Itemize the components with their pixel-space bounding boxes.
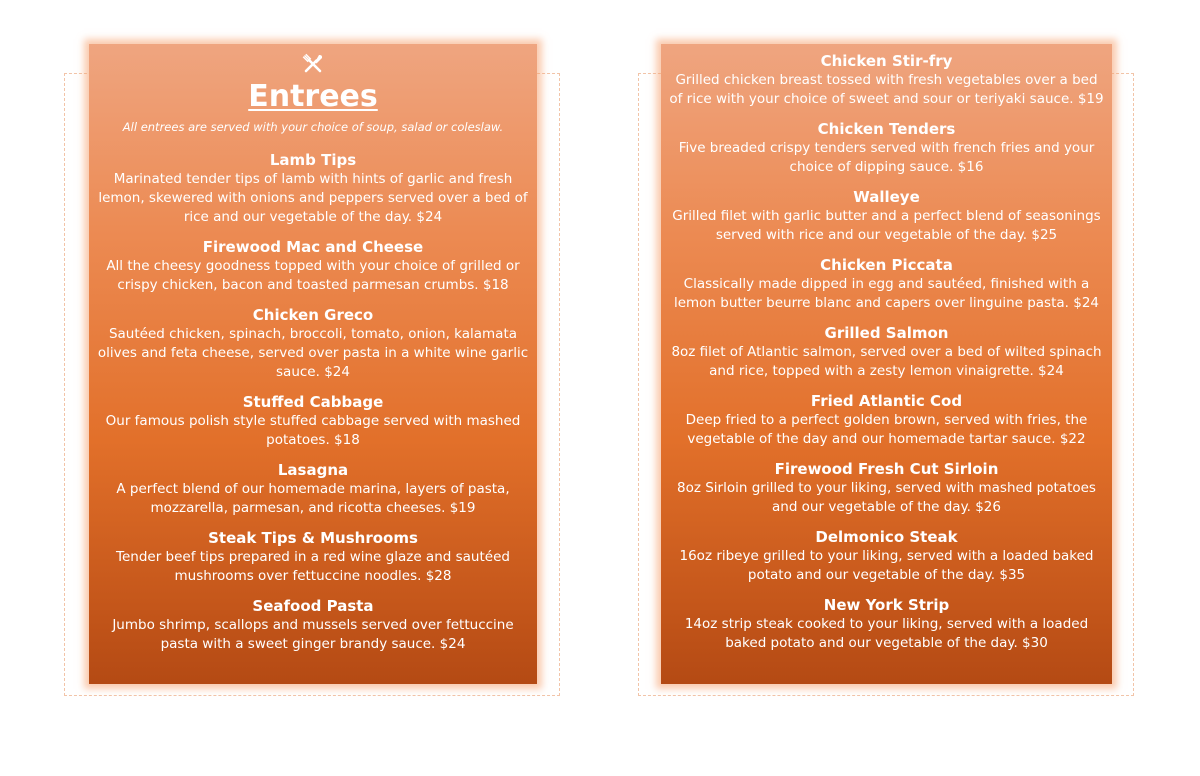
menu-item — [667, 255, 1106, 313]
menu-item-name: Lasagna — [277, 461, 349, 479]
fork-knife-icon — [89, 52, 537, 78]
menu-item-description: Deep fried to a perfect golden brown, served with fries, the vegetable of the day and our homemade tartar sauce. $22 — [685, 412, 1088, 447]
menu-item-description: Marinated tender tips of lamb with hints of garlic and fresh lemon, skewered with onions and peppers served over a bed of rice and our vegetable of the day. $24 — [98, 171, 528, 225]
menu-item-description: 16oz ribeye grilled to your liking, served with a loaded baked potato and our vegetable of the day. $35 — [679, 548, 1094, 583]
menu-item-name: Chicken Tenders — [817, 120, 956, 138]
menu-item-name: Walleye — [853, 188, 920, 206]
menu-item-description: 14oz strip steak cooked to your liking, served with a loaded baked potato and our vegetable of the day. $30 — [684, 616, 1089, 651]
left-item-list — [95, 150, 531, 664]
menu-panel-right — [661, 44, 1112, 684]
right-item-list — [667, 51, 1106, 663]
menu-item — [667, 527, 1106, 585]
menu-item — [667, 459, 1106, 517]
menu-item-name: New York Strip — [823, 596, 950, 614]
menu-item — [667, 391, 1106, 449]
menu-item — [95, 528, 531, 586]
menu-subtitle: All entrees are served with your choice of soup, salad or coleslaw. — [122, 120, 504, 134]
menu-item — [95, 150, 531, 227]
menu-item — [95, 460, 531, 518]
menu-item — [667, 119, 1106, 177]
menu-item-name: Grilled Salmon — [824, 324, 949, 342]
menu-item-name: Chicken Greco — [252, 306, 374, 324]
menu-item-description: Five breaded crispy tenders served with french fries and your choice of dipping sauce. $16 — [678, 140, 1095, 175]
menu-item-description: Grilled chicken breast tossed with fresh vegetables over a bed of rice with your choice of sweet and sour or teriyaki sauce. $19 — [669, 72, 1104, 107]
menu-item — [95, 596, 531, 654]
menu-item-name: Chicken Piccata — [820, 256, 953, 274]
menu-panel-left — [89, 44, 537, 684]
menu-item-description: Our famous polish style stuffed cabbage served with mashed potatoes. $18 — [105, 413, 521, 448]
menu-item — [667, 323, 1106, 381]
menu-item-name: Delmonico Steak — [815, 528, 958, 546]
menu-item-description: All the cheesy goodness topped with your choice of grilled or crispy chicken, bacon and toasted parmesan crumbs. $18 — [106, 258, 520, 293]
menu-item-description: 8oz Sirloin grilled to your liking, served with mashed potatoes and our vegetable of the day. $26 — [677, 480, 1096, 515]
menu-item-description: Sautéed chicken, spinach, broccoli, tomato, onion, kalamata olives and feta cheese, served over pasta in a white wine garlic sauce. $24 — [97, 326, 529, 380]
menu-item — [667, 187, 1106, 245]
menu-item — [667, 51, 1106, 109]
menu-item — [667, 595, 1106, 653]
menu-item-description: Jumbo shrimp, scallops and mussels served over fettuccine pasta with a sweet ginger brandy sauce. $24 — [112, 617, 514, 652]
menu-item-description: Tender beef tips prepared in a red wine glaze and sautéed mushrooms over fettuccine noodles. $28 — [116, 549, 510, 584]
menu-item-name: Fried Atlantic Cod — [810, 392, 963, 410]
menu-item — [95, 305, 531, 382]
menu-item-description: Grilled filet with garlic butter and a perfect blend of seasonings served with rice and our vegetable of the day. $25 — [672, 208, 1101, 243]
menu-item-name: Firewood Mac and Cheese — [202, 238, 424, 256]
menu-item — [95, 237, 531, 295]
menu-item-name: Stuffed Cabbage — [242, 393, 384, 411]
menu-item-description: 8oz filet of Atlantic salmon, served over a bed of wilted spinach and rice, topped with a zesty lemon vinaigrette. $24 — [671, 344, 1102, 379]
menu-item-name: Lamb Tips — [269, 151, 357, 169]
menu-title: Entrees — [248, 79, 378, 114]
menu-item-name: Steak Tips & Mushrooms — [208, 529, 418, 547]
menu-item-name: Chicken Stir-fry — [820, 52, 953, 70]
menu-item-name: Firewood Fresh Cut Sirloin — [774, 460, 999, 478]
menu-item-description: Classically made dipped in egg and sautéed, finished with a lemon butter beurre blanc and capers over linguine pasta. $24 — [673, 276, 1100, 311]
menu-item — [95, 392, 531, 450]
menu-item-description: A perfect blend of our homemade marina, layers of pasta, mozzarella, parmesan, and ricotta cheeses. $19 — [116, 481, 510, 516]
menu-item-name: Seafood Pasta — [252, 597, 374, 615]
